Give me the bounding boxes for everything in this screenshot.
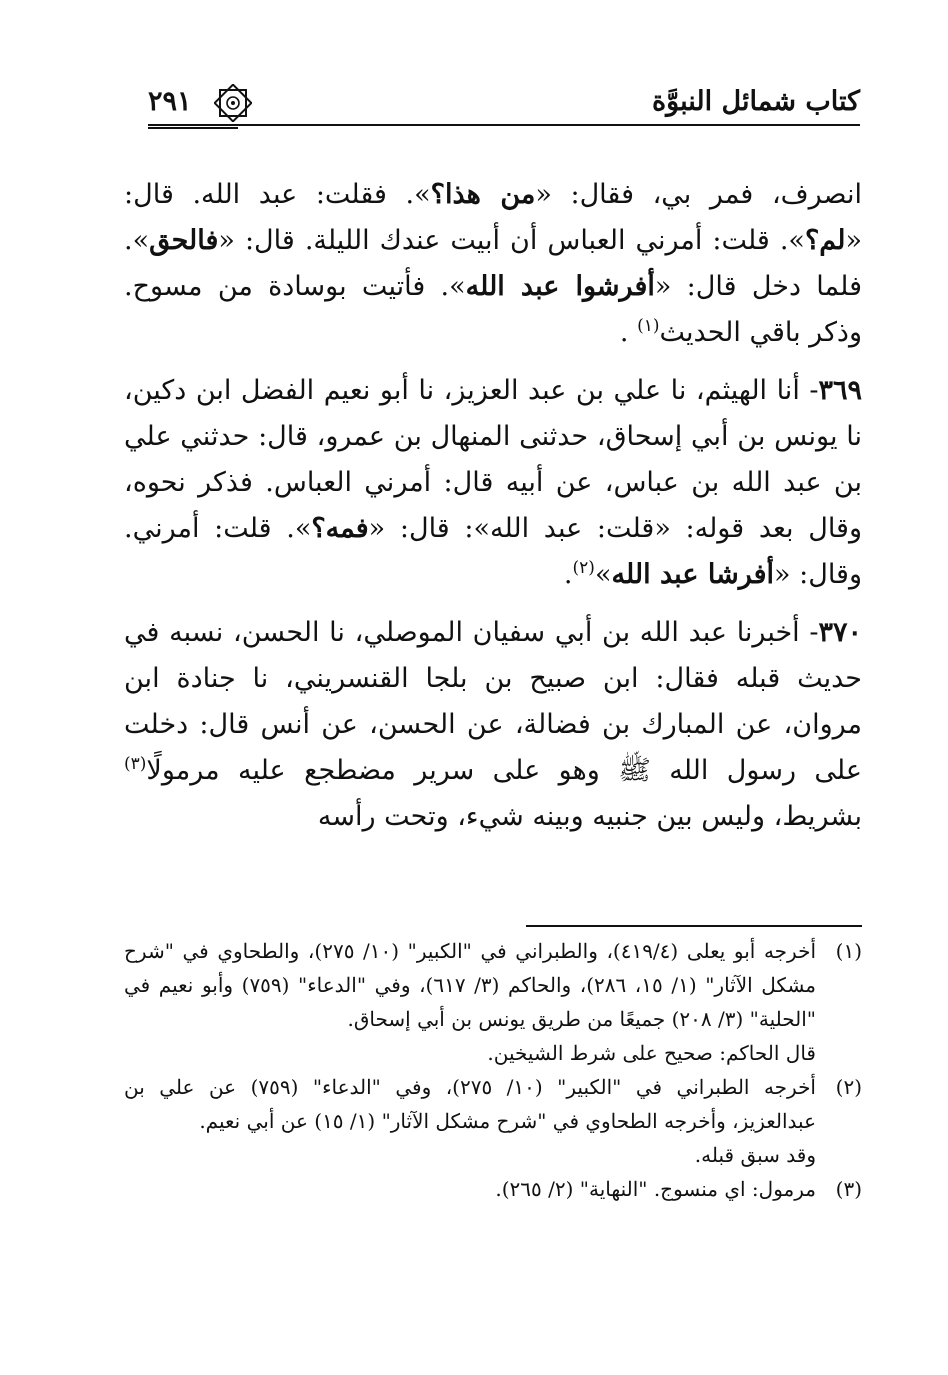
footnote-reference: (٣) <box>124 754 147 774</box>
footnote-marker: (١) <box>835 939 862 963</box>
footnote-text: أخرجه أبو يعلى (٤١٩/٤)، والطبراني في "الكبير" (١٠/ ٢٧٥)، والطحاوي في "شرح مشكل الآثار" (١/ ١٥، ٢٨٦)، والحاكم (٣/ ٦١٧)، وفي "الدعاء" (٧٥٩) وأبو نعيم في "الحلية" (٣/ ٢٠٨) جميعًا من طريق يونس بن أبي إسحاق. <box>124 939 817 1031</box>
running-header <box>138 82 860 122</box>
paragraph <box>124 172 862 356</box>
text-segment: ». فأتيت بوسادة من مسوح. وذكر باقي الحديث <box>124 271 862 348</box>
paragraph <box>124 368 862 598</box>
quoted-speech: أفرشوا عبد الله <box>465 271 655 302</box>
footnote-note: قال الحاكم: صحيح على شرط الشيخين. <box>487 1041 816 1065</box>
footnote-reference: (١) <box>637 316 660 336</box>
page-number-underline <box>148 127 238 129</box>
quoted-speech: من هذا؟ <box>430 179 536 210</box>
text-segment: - أخبرنا عبد الله بن أبي سفيان الموصلي، نا الحسن، نسبه في حديث قبله فقال: ابن صبيح بن بلجا القنسريني، نا جنادة ابن مروان، عن المبارك بن فضالة، عن الحسن، عن أنس قال: دخلت على رسول الله ﷺ وهو على سرير مضطجع عليه مرمولًا <box>124 617 862 786</box>
hadith-number: ٣٦٩ <box>818 375 862 406</box>
footnote <box>124 1172 862 1206</box>
footnote <box>124 1070 862 1138</box>
footnote-text: مرمول: اي منسوج. "النهاية" (٢/ ٢٦٥). <box>495 1177 816 1201</box>
footnote-marker: (٢) <box>835 1075 862 1099</box>
footnotes <box>124 934 862 1206</box>
paragraph <box>124 610 862 840</box>
footnote <box>124 934 862 1036</box>
text-segment: . <box>563 559 573 590</box>
footnote-separator <box>526 925 862 927</box>
page-number: ٢٩١ <box>148 86 192 117</box>
text-segment: ». فلما دخل قال: « <box>124 225 862 302</box>
text-segment: انصرف، فمر بي، فقال: « <box>535 179 862 210</box>
text-segment: ». فقلت: عبد الله. قال: « <box>124 179 862 256</box>
text-segment: ». قلت: أمرني العباس أن أبيت عندك الليلة. قال: « <box>218 225 805 256</box>
footnote-marker: (٣) <box>835 1177 862 1201</box>
quoted-speech: فالحق <box>149 225 219 256</box>
text-segment: بشريط، وليس بين جنبيه وبينه شيء، وتحت رأسه <box>317 801 862 832</box>
book-title: كتاب شمائل النبوَّة <box>652 86 860 117</box>
quoted-speech: أفرشا عبد الله <box>611 559 774 590</box>
footnote-text: أخرجه الطبراني في "الكبير" (١٠/ ٢٧٥)، وفي "الدعاء" (٧٥٩) عن علي بن عبدالعزيز، وأخرجه الطحاوي في "شرح مشكل الآثار" (١/ ١٥) عن أبي نعيم. <box>124 1075 816 1133</box>
hadith-number: ٣٧٠ <box>818 617 862 648</box>
text-segment: ». قلت: أمرني. وقال: « <box>124 513 862 590</box>
text-segment: . <box>619 317 638 348</box>
main-text <box>124 172 862 852</box>
quoted-speech: فمه؟ <box>311 513 369 544</box>
text-segment: » <box>594 559 612 590</box>
header-rule <box>148 124 860 126</box>
footnote-note: وقد سبق قبله. <box>694 1143 816 1167</box>
footnote-reference: (٢) <box>572 558 595 578</box>
quoted-speech: لم؟ <box>804 225 846 256</box>
text-segment: - أنا الهيثم، نا علي بن عبد العزيز، نا أبو نعيم الفضل ابن دكين، نا يونس بن أبي إسحاق، حدثنى المنهال بن عمرو، قال: حدثني علي بن عبد الله بن عباس، عن أبيه قال: أمرني العباس. فذكر نحوه، وقال بعد قوله: «قلت: عبد الله»: قال: « <box>124 375 862 544</box>
octagram-ornament-icon <box>214 84 252 122</box>
